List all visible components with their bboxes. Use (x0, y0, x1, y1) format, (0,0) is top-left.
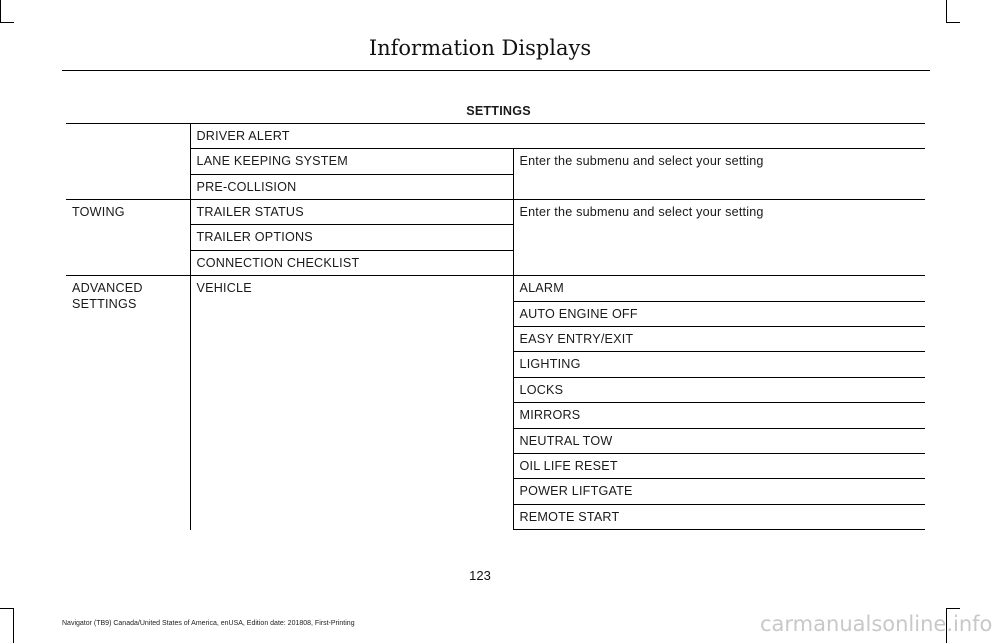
cell-auto-engine-off: AUTO ENGINE OFF (513, 301, 925, 326)
table-row (66, 276, 925, 301)
header-rule (62, 70, 930, 71)
page-title: Information Displays (368, 36, 592, 60)
crop-mark-top-right (946, 0, 947, 22)
crop-mark-top-right-h (946, 22, 960, 23)
crop-mark-bottom-left-h (0, 608, 14, 609)
table-title-row (66, 98, 925, 123)
cell-lighting: LIGHTING (513, 352, 925, 377)
cell-easy-entry-exit: EASY ENTRY/EXIT (513, 327, 925, 352)
table-row (66, 123, 925, 148)
group-empty-cell (66, 123, 190, 199)
table-row (66, 149, 925, 174)
cell-driver-alert: DRIVER ALERT (190, 123, 925, 148)
cell-towing-label: TOWING (66, 200, 190, 276)
page-number: 123 (469, 568, 491, 583)
cell-towing-note: Enter the submenu and select your setting (513, 200, 925, 276)
cell-oil-life-reset: OIL LIFE RESET (513, 453, 925, 478)
cell-mirrors: MIRRORS (513, 403, 925, 428)
cell-lane-keeping: LANE KEEPING SYSTEM (190, 149, 513, 174)
table-row (66, 200, 925, 225)
cell-alarm: ALARM (513, 276, 925, 301)
settings-table (66, 98, 925, 530)
cell-pre-collision: PRE-COLLISION (190, 174, 513, 199)
cell-advanced-label: ADVANCED SETTINGS (72, 281, 143, 311)
watermark: carmanualsonline.info (760, 612, 992, 636)
cell-assist-note: Enter the submenu and select your setting (513, 149, 925, 200)
table-title: SETTINGS (66, 98, 925, 123)
crop-mark-bottom-right-h (946, 608, 960, 609)
cell-power-liftgate: POWER LIFTGATE (513, 479, 925, 504)
edition-footer: Navigator (TB9) Canada/United States of America, enUSA, Edition date: 201808, First-Printing (62, 620, 355, 627)
cell-vehicle: VEHICLE (190, 276, 513, 530)
cell-connection-checklist: CONNECTION CHECKLIST (190, 250, 513, 275)
crop-mark-bottom-left (13, 608, 14, 643)
crop-mark-top-left (0, 0, 1, 22)
cell-locks: LOCKS (513, 377, 925, 402)
cell-trailer-status: TRAILER STATUS (190, 200, 513, 225)
cell-remote-start: REMOTE START (513, 504, 925, 529)
cell-neutral-tow: NEUTRAL TOW (513, 428, 925, 453)
cell-trailer-options: TRAILER OPTIONS (190, 225, 513, 250)
crop-mark-top-left-h (0, 22, 14, 23)
